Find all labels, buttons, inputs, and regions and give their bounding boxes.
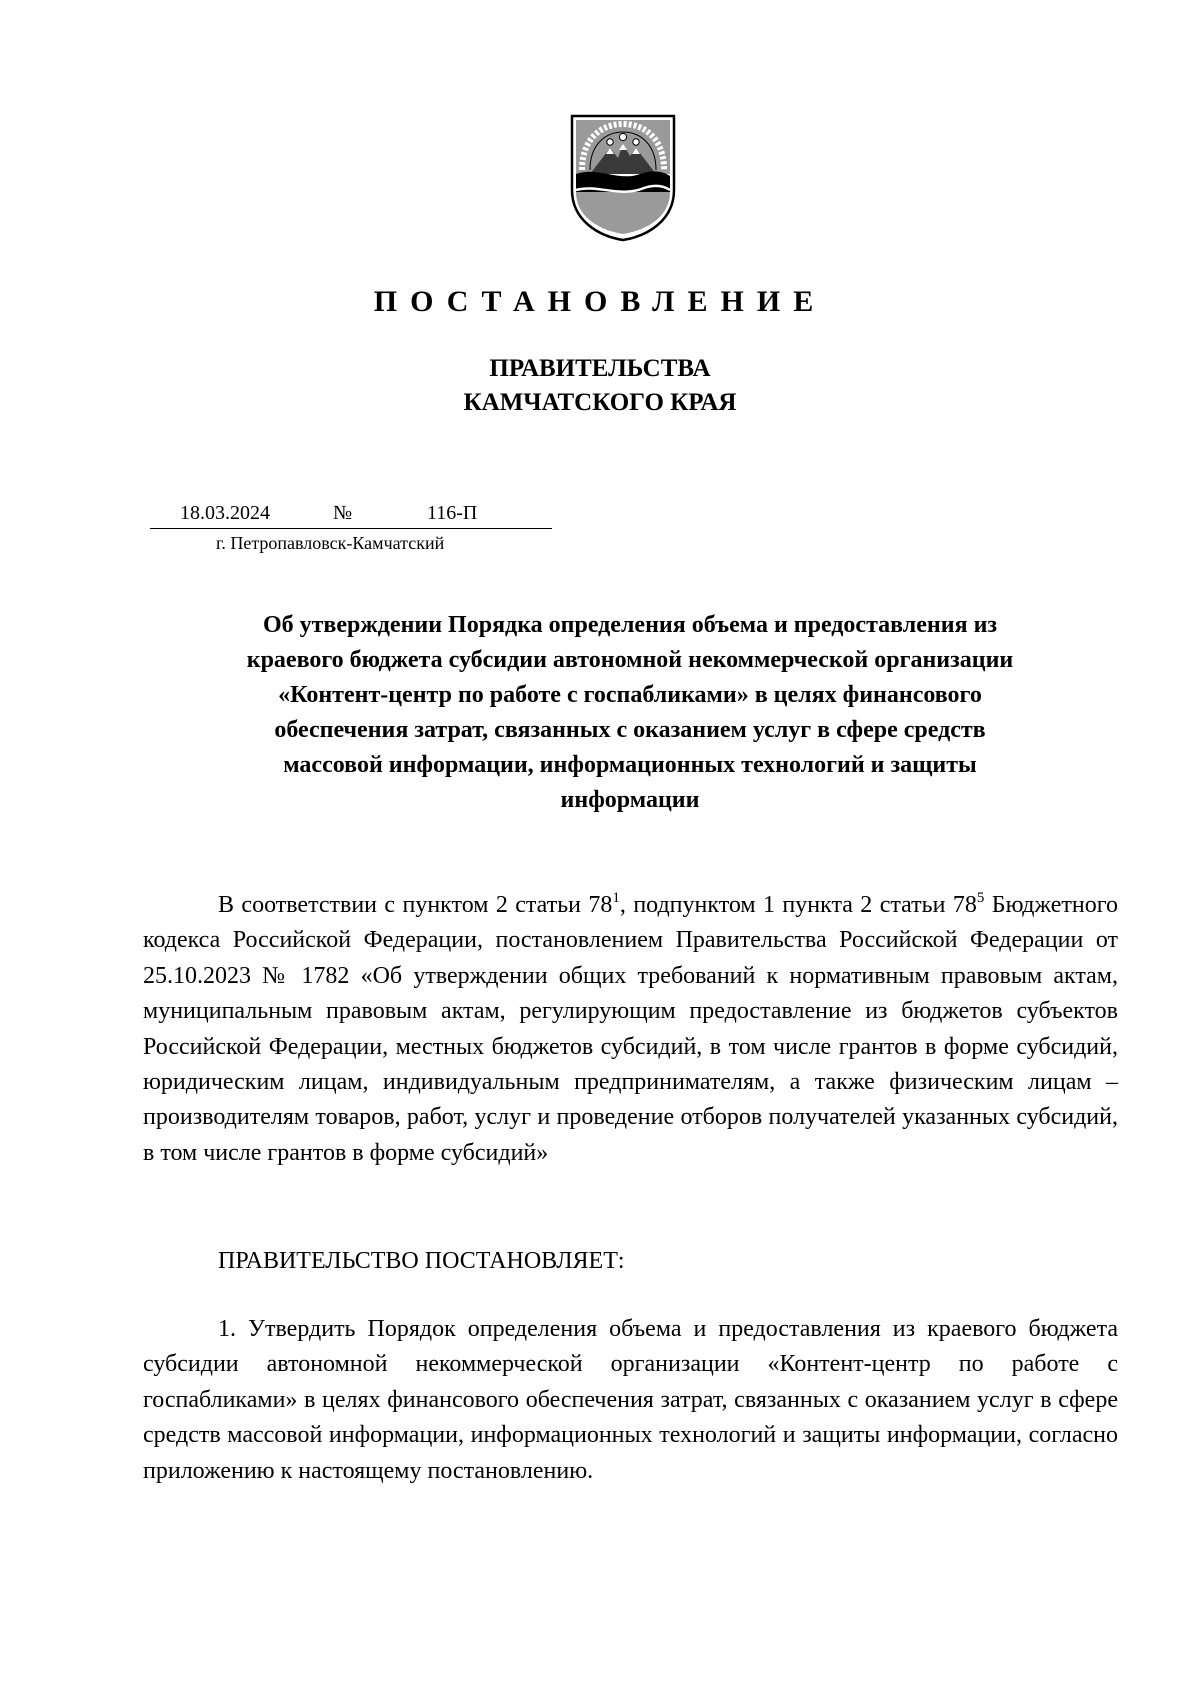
preamble-paragraph — [143, 888, 1118, 1171]
title-line: обеспечения затрат, связанных с оказанием услуг в сфере средств — [274, 717, 986, 743]
issuer-line-2: КАМЧАТСКОГО КРАЯ — [463, 389, 737, 416]
title-line: Об утверждении Порядка определения объема и предоставления из — [262, 612, 998, 638]
title-line: краевого бюджета субсидии автономной некоммерческой организации — [246, 647, 1014, 673]
issuer-heading — [0, 352, 1200, 420]
document-type-heading: ПОСТАНОВЛЕНИЕ — [373, 285, 827, 318]
preamble-text: Бюджетного кодекса Российской Федерации, постановлением Правительства Российской Федерации от 25.10.2023 № 1782 «Об утверждении общих требований к нормативным правовым актам, муниципальным правовым актам, регулирующим предоставление из бюджетов субъектов Российской Федерации, местных бюджетов субсидий, в том числе грантов в форме субсидий, юридическим лицам, индивидуальным предпринимателям, а также физическим лицам – производителям товаров, работ, услуг и проведение отборов получателей указанных субсидий, в том числе грантов в форме субсидий» — [143, 892, 1118, 1166]
kamchatka-coat-of-arms-icon — [568, 112, 678, 242]
document-title — [140, 608, 1120, 818]
registration-date: 18.03.2024 — [180, 502, 270, 524]
preamble-text: , подпунктом 1 пункта 2 статьи 78 — [619, 892, 977, 918]
registration-number: 116-П — [427, 502, 478, 524]
article-superscript: 5 — [976, 890, 985, 906]
article-superscript: 1 — [612, 890, 620, 906]
title-line: массовой информации, информационных технологий и защиты — [283, 752, 977, 778]
registration-number-label: № — [333, 502, 353, 524]
title-line: информации — [560, 787, 700, 813]
registration-city: г. Петропавловск-Камчатский — [216, 533, 445, 553]
issuer-line-1: ПРАВИТЕЛЬСТВА — [489, 355, 711, 382]
title-line: «Контент-центр по работе с госпабликами» в целях финансового — [278, 682, 982, 708]
resolution-item-1: 1. Утвердить Порядок определения объема и предоставления из краевого бюджета субсидии автономной некоммерческой организации «Контент-центр по работе с госпабликами» в целях финансового обеспечения затрат, связанных с оказанием услуг в сфере средств массовой информации, информационных технологий и защиты информации, согласно приложению к настоящему постановлению. — [143, 1316, 1118, 1484]
resolves-heading: ПРАВИТЕЛЬСТВО ПОСТАНОВЛЯЕТ: — [218, 1248, 625, 1274]
registration-line — [150, 498, 552, 529]
preamble-text: В соответствии с пунктом 2 статьи 78 — [218, 892, 613, 918]
